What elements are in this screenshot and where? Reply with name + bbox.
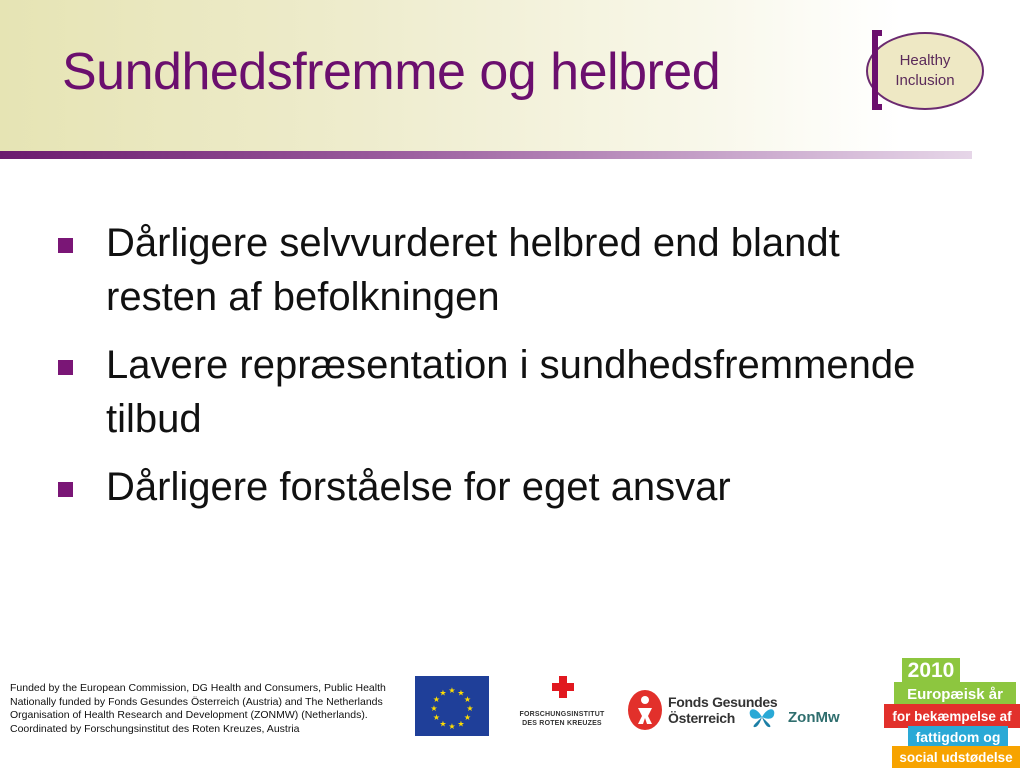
- funding-line: Funded by the European Commission, DG Health and Consumers, Public Health: [10, 682, 386, 694]
- svg-text:★: ★: [439, 688, 447, 698]
- zonmw-logo: [748, 702, 852, 732]
- fgoe-line1: Fonds Gesundes: [668, 694, 778, 710]
- fri-line2: DES ROTEN KREUZES: [522, 720, 602, 727]
- bullet-text: Dårligere forståelse for eget ansvar: [106, 465, 731, 509]
- square-bullet-icon: [58, 482, 73, 497]
- svg-text:★: ★: [457, 688, 465, 698]
- ey-line4: social udstødelse: [892, 746, 1020, 768]
- bullet-item: [58, 216, 958, 324]
- fgoe-line2: Österreich: [668, 710, 736, 726]
- fonds-gesundes-oesterreich-logo: [628, 690, 778, 734]
- square-bullet-icon: [58, 238, 73, 253]
- ey-line2: for bekæmpelse af: [884, 704, 1020, 728]
- red-cross-institute-logo: [518, 676, 606, 734]
- healthy-inclusion-text: [895, 51, 954, 91]
- red-cross-institute-text: [518, 710, 606, 728]
- healthy-inclusion-logo: [866, 26, 988, 118]
- funding-note: [10, 682, 400, 736]
- eu-stars-icon: [415, 676, 489, 736]
- ey-line3: fattigdom og: [908, 726, 1008, 748]
- zonmw-butterfly-icon: [748, 706, 776, 728]
- ey-line1: Europæisk år: [894, 682, 1016, 706]
- svg-text:★: ★: [439, 719, 447, 729]
- healthy-inclusion-ellipse: [866, 32, 984, 110]
- logo-text-line2: Inclusion: [895, 72, 955, 89]
- eu-flag-logo: [415, 676, 489, 736]
- svg-text:★: ★: [432, 695, 441, 704]
- svg-text:★: ★: [457, 719, 465, 729]
- bullet-item: [58, 460, 958, 514]
- svg-text:★: ★: [448, 722, 456, 731]
- bullet-item: [58, 338, 958, 446]
- svg-text:★: ★: [466, 704, 474, 713]
- funding-line: Nationally funded by Fonds Gesundes Österreich (Austria) and The Netherlands Organisation of Health Research and Development (ZONMW) (Netherlands).: [10, 695, 383, 721]
- fri-line1: FORSCHUNGSINSTITUT: [519, 711, 605, 718]
- bullet-text: Dårligere selvvurderet helbred end blandt resten af befolkningen: [106, 221, 840, 319]
- logo-text-line1: Healthy: [899, 52, 951, 69]
- title-divider: [0, 151, 972, 159]
- slide-title: Sundhedsfremme og helbred: [62, 43, 721, 101]
- funding-line: Coordinated by Forschungsinstitut des Roten Kreuzes, Austria: [10, 722, 300, 735]
- ey-year: 2010: [902, 658, 960, 684]
- svg-text:★: ★: [463, 695, 472, 704]
- bullet-text: Lavere repræsentation i sundhedsfremmende tilbud: [106, 343, 916, 441]
- bullet-list: [58, 216, 958, 528]
- svg-text:★: ★: [432, 713, 441, 722]
- european-year-2010-logo: [884, 658, 1020, 768]
- svg-text:★: ★: [430, 704, 438, 713]
- svg-text:★: ★: [463, 713, 472, 722]
- fgoe-figure-icon: [628, 690, 662, 730]
- square-bullet-icon: [58, 360, 73, 375]
- red-cross-icon: [552, 676, 574, 698]
- bracket-icon: [872, 30, 882, 110]
- svg-text:★: ★: [448, 686, 456, 695]
- zonmw-text: ZonMw: [788, 709, 840, 726]
